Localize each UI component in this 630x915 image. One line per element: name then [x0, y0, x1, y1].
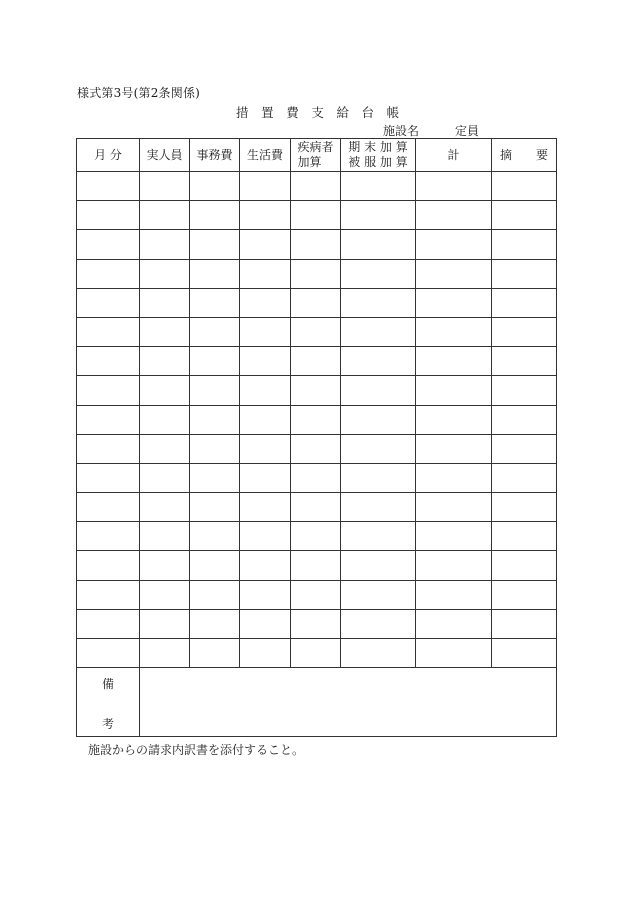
- ledger-cell[interactable]: [140, 522, 190, 551]
- ledger-cell[interactable]: [240, 201, 291, 230]
- ledger-cell[interactable]: [291, 347, 341, 376]
- header-month: 月 分: [77, 139, 140, 172]
- ledger-row: [77, 347, 557, 376]
- ledger-cell[interactable]: [416, 230, 492, 259]
- ledger-cell[interactable]: [291, 405, 341, 434]
- ledger-cell[interactable]: [240, 317, 291, 346]
- header-period-end-line2: 被 服 加 算: [348, 155, 408, 169]
- ledger-cell[interactable]: [341, 493, 416, 522]
- ledger-row: [77, 609, 557, 638]
- ledger-cell[interactable]: [190, 639, 240, 668]
- ledger-cell[interactable]: [492, 288, 557, 317]
- ledger-cell[interactable]: [190, 288, 240, 317]
- header-period-end-addition: [341, 139, 416, 172]
- ledger-cell[interactable]: [291, 259, 341, 288]
- ledger-cell[interactable]: [341, 463, 416, 492]
- ledger-cell[interactable]: [416, 347, 492, 376]
- ledger-row: [77, 463, 557, 492]
- ledger-cell[interactable]: [341, 376, 416, 405]
- ledger-cell[interactable]: [190, 463, 240, 492]
- ledger-cell[interactable]: [140, 347, 190, 376]
- ledger-table: [76, 138, 557, 737]
- ledger-row: [77, 639, 557, 668]
- ledger-cell[interactable]: [291, 551, 341, 580]
- ledger-row: [77, 493, 557, 522]
- ledger-cell[interactable]: [140, 230, 190, 259]
- ledger-cell[interactable]: [140, 551, 190, 580]
- ledger-row: [77, 230, 557, 259]
- ledger-cell[interactable]: [492, 551, 557, 580]
- ledger-cell[interactable]: [492, 347, 557, 376]
- ledger-cell[interactable]: [291, 493, 341, 522]
- title-char: 費: [286, 105, 299, 120]
- ledger-cell[interactable]: [190, 405, 240, 434]
- ledger-cell[interactable]: [291, 201, 341, 230]
- ledger-cell[interactable]: [291, 639, 341, 668]
- ledger-cell[interactable]: [77, 317, 140, 346]
- ledger-cell[interactable]: [341, 551, 416, 580]
- ledger-cell[interactable]: [77, 376, 140, 405]
- ledger-cell[interactable]: [416, 259, 492, 288]
- title-char: 置: [261, 105, 274, 120]
- ledger-cell[interactable]: [190, 522, 240, 551]
- ledger-cell[interactable]: [416, 522, 492, 551]
- ledger-cell[interactable]: [341, 405, 416, 434]
- title-char: 給: [336, 105, 349, 120]
- ledger-cell[interactable]: [291, 580, 341, 609]
- ledger-cell[interactable]: [140, 434, 190, 463]
- ledger-cell[interactable]: [77, 288, 140, 317]
- ledger-cell[interactable]: [492, 405, 557, 434]
- ledger-cell[interactable]: [77, 463, 140, 492]
- ledger-cell[interactable]: [416, 493, 492, 522]
- ledger-cell[interactable]: [77, 434, 140, 463]
- ledger-cell[interactable]: [140, 609, 190, 638]
- document-title: [236, 103, 412, 121]
- ledger-cell[interactable]: [240, 580, 291, 609]
- ledger-cell[interactable]: [341, 317, 416, 346]
- ledger-cell[interactable]: [240, 434, 291, 463]
- ledger-cell[interactable]: [416, 434, 492, 463]
- title-char: 措: [236, 105, 249, 120]
- header-living-expenses: 生活費: [240, 139, 291, 172]
- ledger-cell[interactable]: [77, 259, 140, 288]
- form-number-label: 様式第3号(第2条関係): [77, 86, 201, 100]
- ledger-row: [77, 434, 557, 463]
- ledger-cell[interactable]: [140, 639, 190, 668]
- ledger-cell[interactable]: [416, 317, 492, 346]
- remarks-row: [77, 668, 557, 737]
- ledger-row: [77, 259, 557, 288]
- ledger-cell[interactable]: [140, 580, 190, 609]
- ledger-cell[interactable]: [416, 639, 492, 668]
- ledger-cell[interactable]: [341, 434, 416, 463]
- ledger-cell[interactable]: [190, 376, 240, 405]
- ledger-cell[interactable]: [140, 463, 190, 492]
- ledger-cell[interactable]: [492, 201, 557, 230]
- ledger-cell[interactable]: [291, 434, 341, 463]
- ledger-cell[interactable]: [341, 288, 416, 317]
- ledger-cell[interactable]: [190, 172, 240, 201]
- ledger-cell[interactable]: [140, 201, 190, 230]
- ledger-cell[interactable]: [341, 639, 416, 668]
- ledger-cell[interactable]: [492, 317, 557, 346]
- ledger-cell[interactable]: [291, 463, 341, 492]
- ledger-cell[interactable]: [240, 551, 291, 580]
- header-sick-line2: 加算: [297, 155, 322, 169]
- ledger-cell[interactable]: [416, 172, 492, 201]
- ledger-row: [77, 551, 557, 580]
- ledger-row: [77, 376, 557, 405]
- title-char: 帳: [386, 105, 400, 120]
- remarks-label-cell: [77, 668, 140, 737]
- ledger-cell[interactable]: [77, 551, 140, 580]
- ledger-cell[interactable]: [240, 522, 291, 551]
- facility-name-label: 施設名: [383, 124, 420, 138]
- ledger-cell[interactable]: [492, 376, 557, 405]
- ledger-cell[interactable]: [77, 639, 140, 668]
- ledger-cell[interactable]: [291, 522, 341, 551]
- ledger-cell[interactable]: [190, 230, 240, 259]
- ledger-cell[interactable]: [492, 609, 557, 638]
- ledger-cell[interactable]: [240, 230, 291, 259]
- ledger-cell[interactable]: [341, 522, 416, 551]
- header-sick-line1: 疾病者: [297, 140, 334, 154]
- ledger-cell[interactable]: [190, 201, 240, 230]
- ledger-cell[interactable]: [492, 639, 557, 668]
- ledger-cell[interactable]: [492, 580, 557, 609]
- ledger-cell[interactable]: [291, 172, 341, 201]
- ledger-cell[interactable]: [140, 376, 190, 405]
- ledger-cell[interactable]: [291, 609, 341, 638]
- ledger-cell[interactable]: [240, 376, 291, 405]
- ledger-cell[interactable]: [240, 639, 291, 668]
- ledger-cell[interactable]: [341, 580, 416, 609]
- ledger-cell[interactable]: [140, 288, 190, 317]
- ledger-cell[interactable]: [492, 493, 557, 522]
- ledger-cell[interactable]: [240, 609, 291, 638]
- ledger-cell[interactable]: [492, 259, 557, 288]
- capacity-label: 定員: [455, 124, 480, 138]
- ledger-cell[interactable]: [190, 434, 240, 463]
- title-char: 支: [311, 105, 324, 120]
- ledger-cell[interactable]: [240, 493, 291, 522]
- ledger-cell[interactable]: [341, 172, 416, 201]
- ledger-cell[interactable]: [77, 522, 140, 551]
- ledger-cell[interactable]: [240, 172, 291, 201]
- footnote: 施設からの請求内訳書を添付すること。: [88, 743, 305, 757]
- ledger-cell[interactable]: [190, 259, 240, 288]
- ledger-cell[interactable]: [492, 172, 557, 201]
- header-row: [77, 139, 557, 172]
- header-office-expenses: 事務費: [190, 139, 240, 172]
- header-sick-addition: [291, 139, 341, 172]
- ledger-cell[interactable]: [77, 172, 140, 201]
- ledger-cell[interactable]: [190, 551, 240, 580]
- ledger-cell[interactable]: [416, 288, 492, 317]
- ledger-cell[interactable]: [140, 405, 190, 434]
- ledger-cell[interactable]: [291, 376, 341, 405]
- ledger-row: [77, 580, 557, 609]
- ledger-cell[interactable]: [77, 230, 140, 259]
- ledger-cell[interactable]: [190, 347, 240, 376]
- ledger-cell[interactable]: [190, 493, 240, 522]
- title-char: 台: [361, 105, 375, 120]
- ledger-cell[interactable]: [77, 609, 140, 638]
- ledger-cell[interactable]: [140, 172, 190, 201]
- remarks-entry-cell[interactable]: [140, 668, 557, 737]
- ledger-cell[interactable]: [492, 463, 557, 492]
- ledger-cell[interactable]: [240, 405, 291, 434]
- ledger-cell[interactable]: [140, 259, 190, 288]
- ledger-row: [77, 317, 557, 346]
- ledger-cell[interactable]: [190, 609, 240, 638]
- remarks-label-2: 考: [101, 717, 114, 732]
- ledger-cell[interactable]: [341, 201, 416, 230]
- remarks-label-1: 備: [101, 677, 114, 692]
- ledger-cell[interactable]: [341, 609, 416, 638]
- ledger-row: [77, 172, 557, 201]
- ledger-cell[interactable]: [416, 405, 492, 434]
- ledger-cell[interactable]: [291, 317, 341, 346]
- ledger-cell[interactable]: [291, 230, 341, 259]
- ledger-cell[interactable]: [240, 288, 291, 317]
- ledger-row: [77, 522, 557, 551]
- ledger-cell[interactable]: [77, 201, 140, 230]
- ledger-cell[interactable]: [240, 463, 291, 492]
- ledger-cell[interactable]: [492, 230, 557, 259]
- header-actual-persons: 実人員: [140, 139, 190, 172]
- header-total: 計: [416, 139, 492, 172]
- ledger-cell[interactable]: [240, 347, 291, 376]
- ledger-cell[interactable]: [240, 259, 291, 288]
- header-summary: 摘 要: [492, 139, 557, 172]
- ledger-row: [77, 201, 557, 230]
- ledger-cell[interactable]: [190, 317, 240, 346]
- ledger-cell[interactable]: [77, 580, 140, 609]
- ledger-row: [77, 405, 557, 434]
- ledger-cell[interactable]: [416, 551, 492, 580]
- ledger-cell[interactable]: [492, 522, 557, 551]
- ledger-cell[interactable]: [416, 609, 492, 638]
- ledger-cell[interactable]: [416, 580, 492, 609]
- ledger-row: [77, 288, 557, 317]
- ledger-cell[interactable]: [77, 347, 140, 376]
- ledger-cell[interactable]: [291, 288, 341, 317]
- ledger-cell[interactable]: [77, 493, 140, 522]
- ledger-cell[interactable]: [341, 347, 416, 376]
- ledger-cell[interactable]: [77, 405, 140, 434]
- ledger-cell[interactable]: [341, 230, 416, 259]
- ledger-cell[interactable]: [416, 463, 492, 492]
- ledger-cell[interactable]: [140, 493, 190, 522]
- ledger-cell[interactable]: [416, 376, 492, 405]
- ledger-cell[interactable]: [341, 259, 416, 288]
- header-period-end-line1: 期 末 加 算: [348, 140, 408, 154]
- ledger-cell[interactable]: [492, 434, 557, 463]
- ledger-cell[interactable]: [416, 201, 492, 230]
- ledger-cell[interactable]: [140, 317, 190, 346]
- ledger-cell[interactable]: [190, 580, 240, 609]
